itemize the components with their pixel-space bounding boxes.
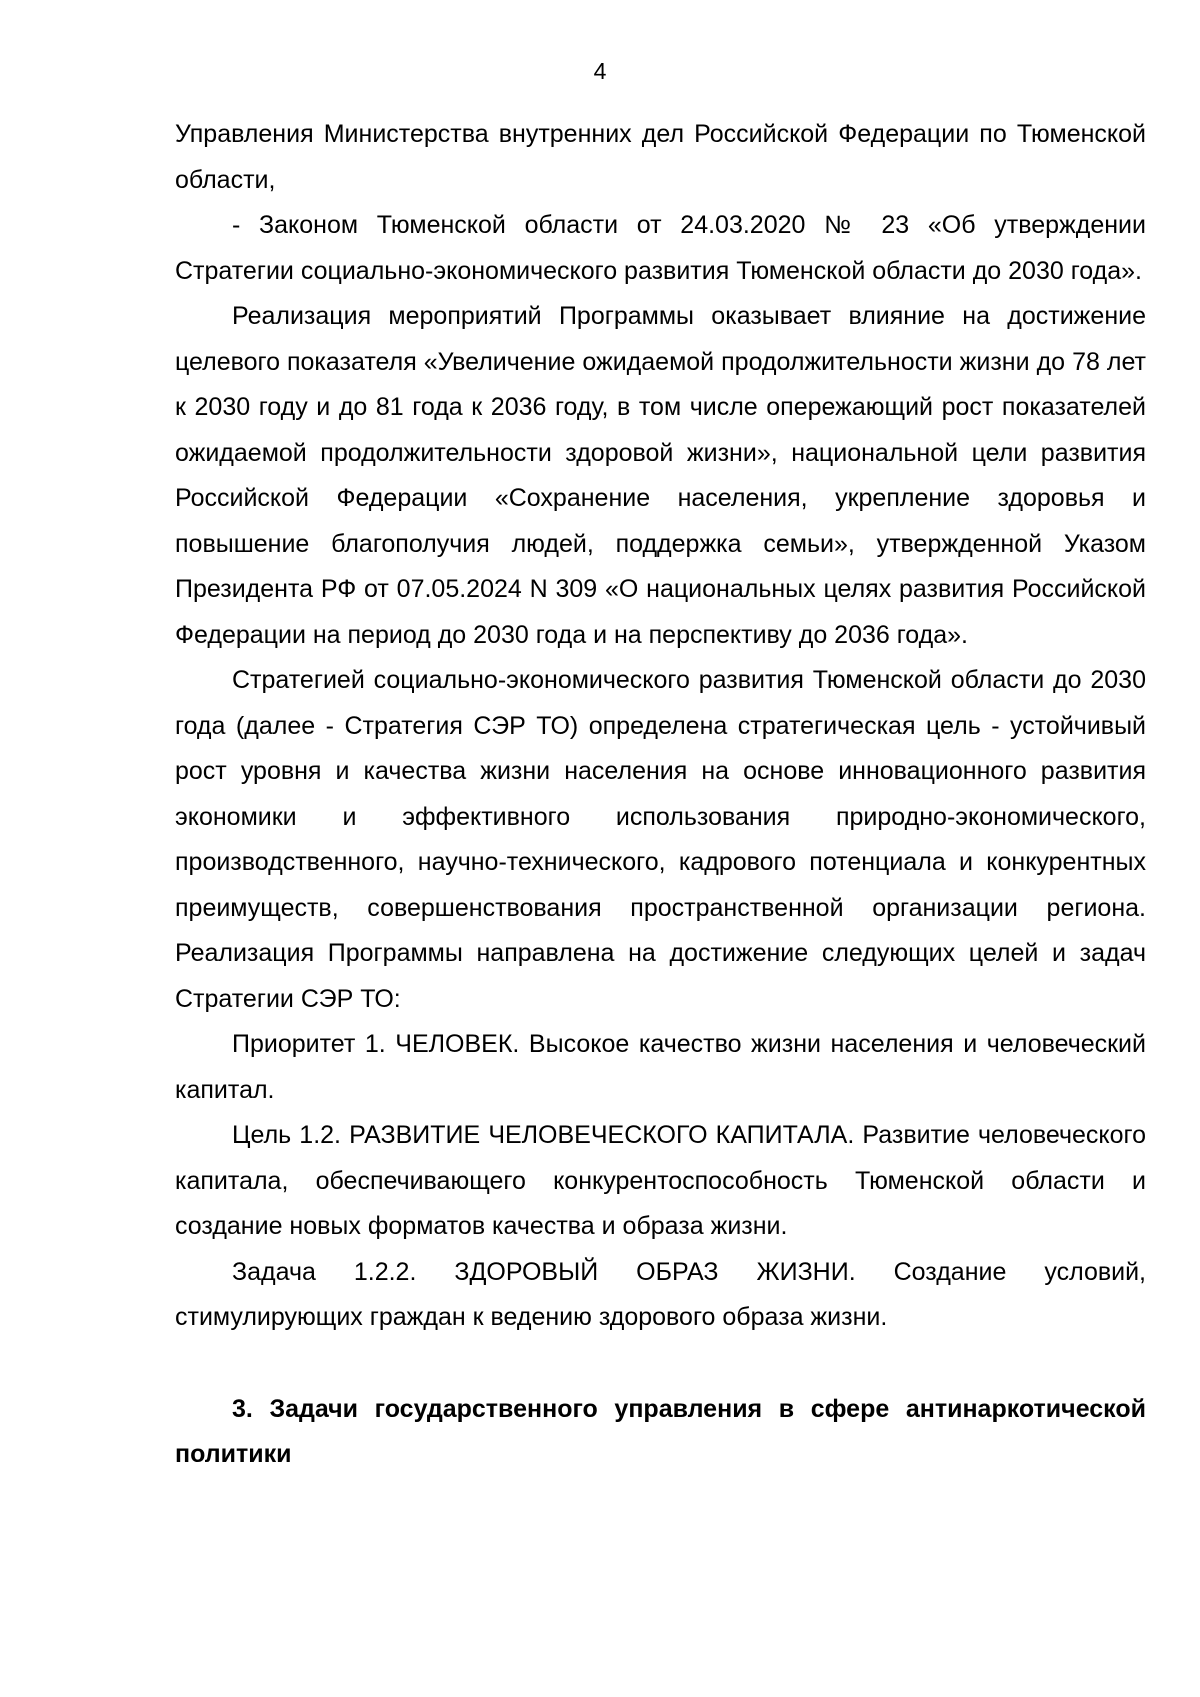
section-heading: 3. Задачи государственного управления в сфере антинаркотической политики (175, 1394, 1146, 1468)
paragraph-program-impact: Реализация мероприятий Программы оказывает влияние на достижение целевого показателя «Увеличение ожидаемой продолжительности жизни до 78 лет к 2030 году и до 81 года к 2036 году, в том числе опережающий рост показателей ожидаемой продолжительности здоровой жизни», национальной цели развития Российской Федерации «Сохранение населения, укрепление здоровья и повышение благополучия людей, поддержка семьи», утвержденной Указом Президента РФ от 07.05.2024 N 309 «О национальных целях развития Российской Федерации на период до 2030 года и на перспективу до 2036 года». (175, 302, 1146, 649)
paragraph-law-reference: - Законом Тюменской области от 24.03.2020 № 23 «Об утверждении Стратегии социально-экономического развития Тюменской области до 2030 года». (175, 211, 1146, 285)
paragraph-priority: Приоритет 1. ЧЕЛОВЕК. Высокое качество жизни населения и человеческий капитал. (175, 1030, 1146, 1104)
paragraph-strategy-goal: Стратегией социально-экономического развития Тюменской области до 2030 года (далее - Стратегия СЭР ТО) определена стратегическая цель - устойчивый рост уровня и качества жизни населения на основе инновационного развития экономики и эффективного использования природно-экономического, производственного, научно-технического, кадрового потенциала и конкурентных преимуществ, совершенствования пространственной организации региона. Реализация Программы направлена на достижение следующих целей и задач Стратегии СЭР ТО: (175, 666, 1146, 1013)
paragraph-task: Задача 1.2.2. ЗДОРОВЫЙ ОБРАЗ ЖИЗНИ. Создание условий, стимулирующих граждан к ведению здорового образа жизни. (175, 1257, 1146, 1331)
page-number: 4 (593, 58, 607, 84)
paragraph-goal: Цель 1.2. РАЗВИТИЕ ЧЕЛОВЕЧЕСКОГО КАПИТАЛА. Развитие человеческого капитала, обеспечивающего конкурентоспособность Тюменской области и создание новых форматов качества и образа жизни. (175, 1121, 1146, 1240)
document-body (175, 112, 1146, 1478)
paragraph-continuation: Управления Министерства внутренних дел Российской Федерации по Тюменской области, (175, 120, 1146, 194)
